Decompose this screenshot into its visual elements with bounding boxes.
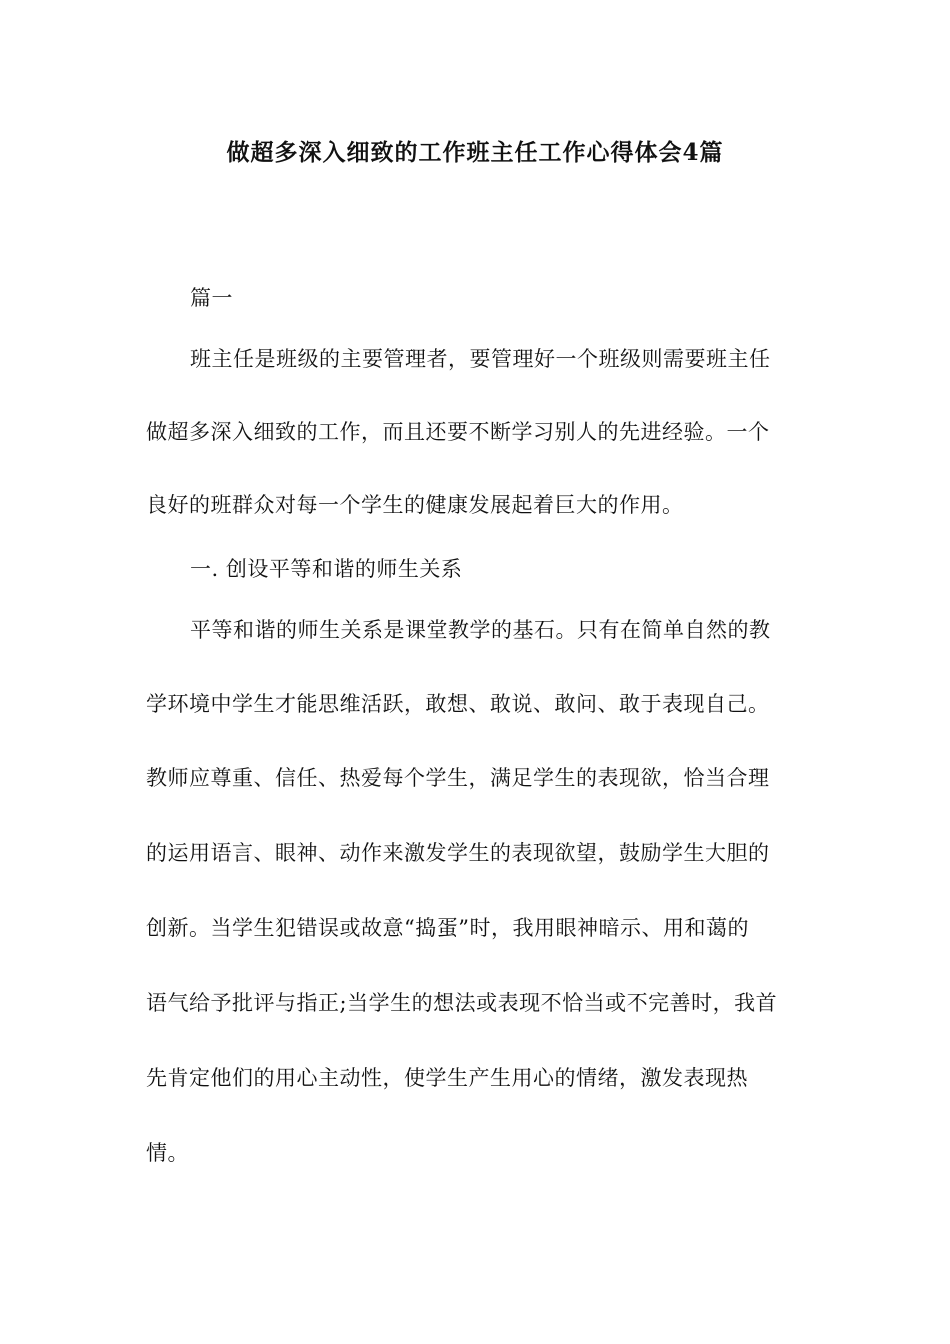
paragraph-line: 情。 xyxy=(146,1141,189,1165)
paragraph-line: 教师应尊重、信任、热爱每个学生，满足学生的表现欲，恰当合理 xyxy=(146,766,770,790)
paragraph-line: 做超多深入细致的工作，而且还要不断学习别人的先进经验。一个 xyxy=(146,420,770,444)
section-heading: 篇一 xyxy=(190,286,233,310)
subheading: 一. 创设平等和谐的师生关系 xyxy=(190,557,463,581)
paragraph-line: 先肯定他们的用心主动性，使学生产生用心的情绪，激发表现热 xyxy=(146,1066,748,1090)
paragraph-line: 语气给予批评与指正;当学生的想法或表现不恰当或不完善时，我首 xyxy=(146,991,778,1015)
document-title: 做超多深入细致的工作班主任工作心得体会4篇 xyxy=(226,139,724,166)
paragraph-line: 学环境中学生才能思维活跃，敢想、敢说、敢问、敢于表现自己。 xyxy=(146,692,770,716)
paragraph-line: 良好的班群众对每一个学生的健康发展起着巨大的作用。 xyxy=(146,493,684,517)
paragraph-line: 平等和谐的师生关系是课堂教学的基石。只有在简单自然的教 xyxy=(190,618,771,642)
paragraph-line: 创新。当学生犯错误或故意“捣蛋”时，我用眼神暗示、用和蔼的 xyxy=(146,916,749,940)
paragraph-line: 的运用语言、眼神、动作来激发学生的表现欲望，鼓励学生大胆的 xyxy=(146,841,770,865)
paragraph-line: 班主任是班级的主要管理者，要管理好一个班级则需要班主任 xyxy=(190,347,771,371)
